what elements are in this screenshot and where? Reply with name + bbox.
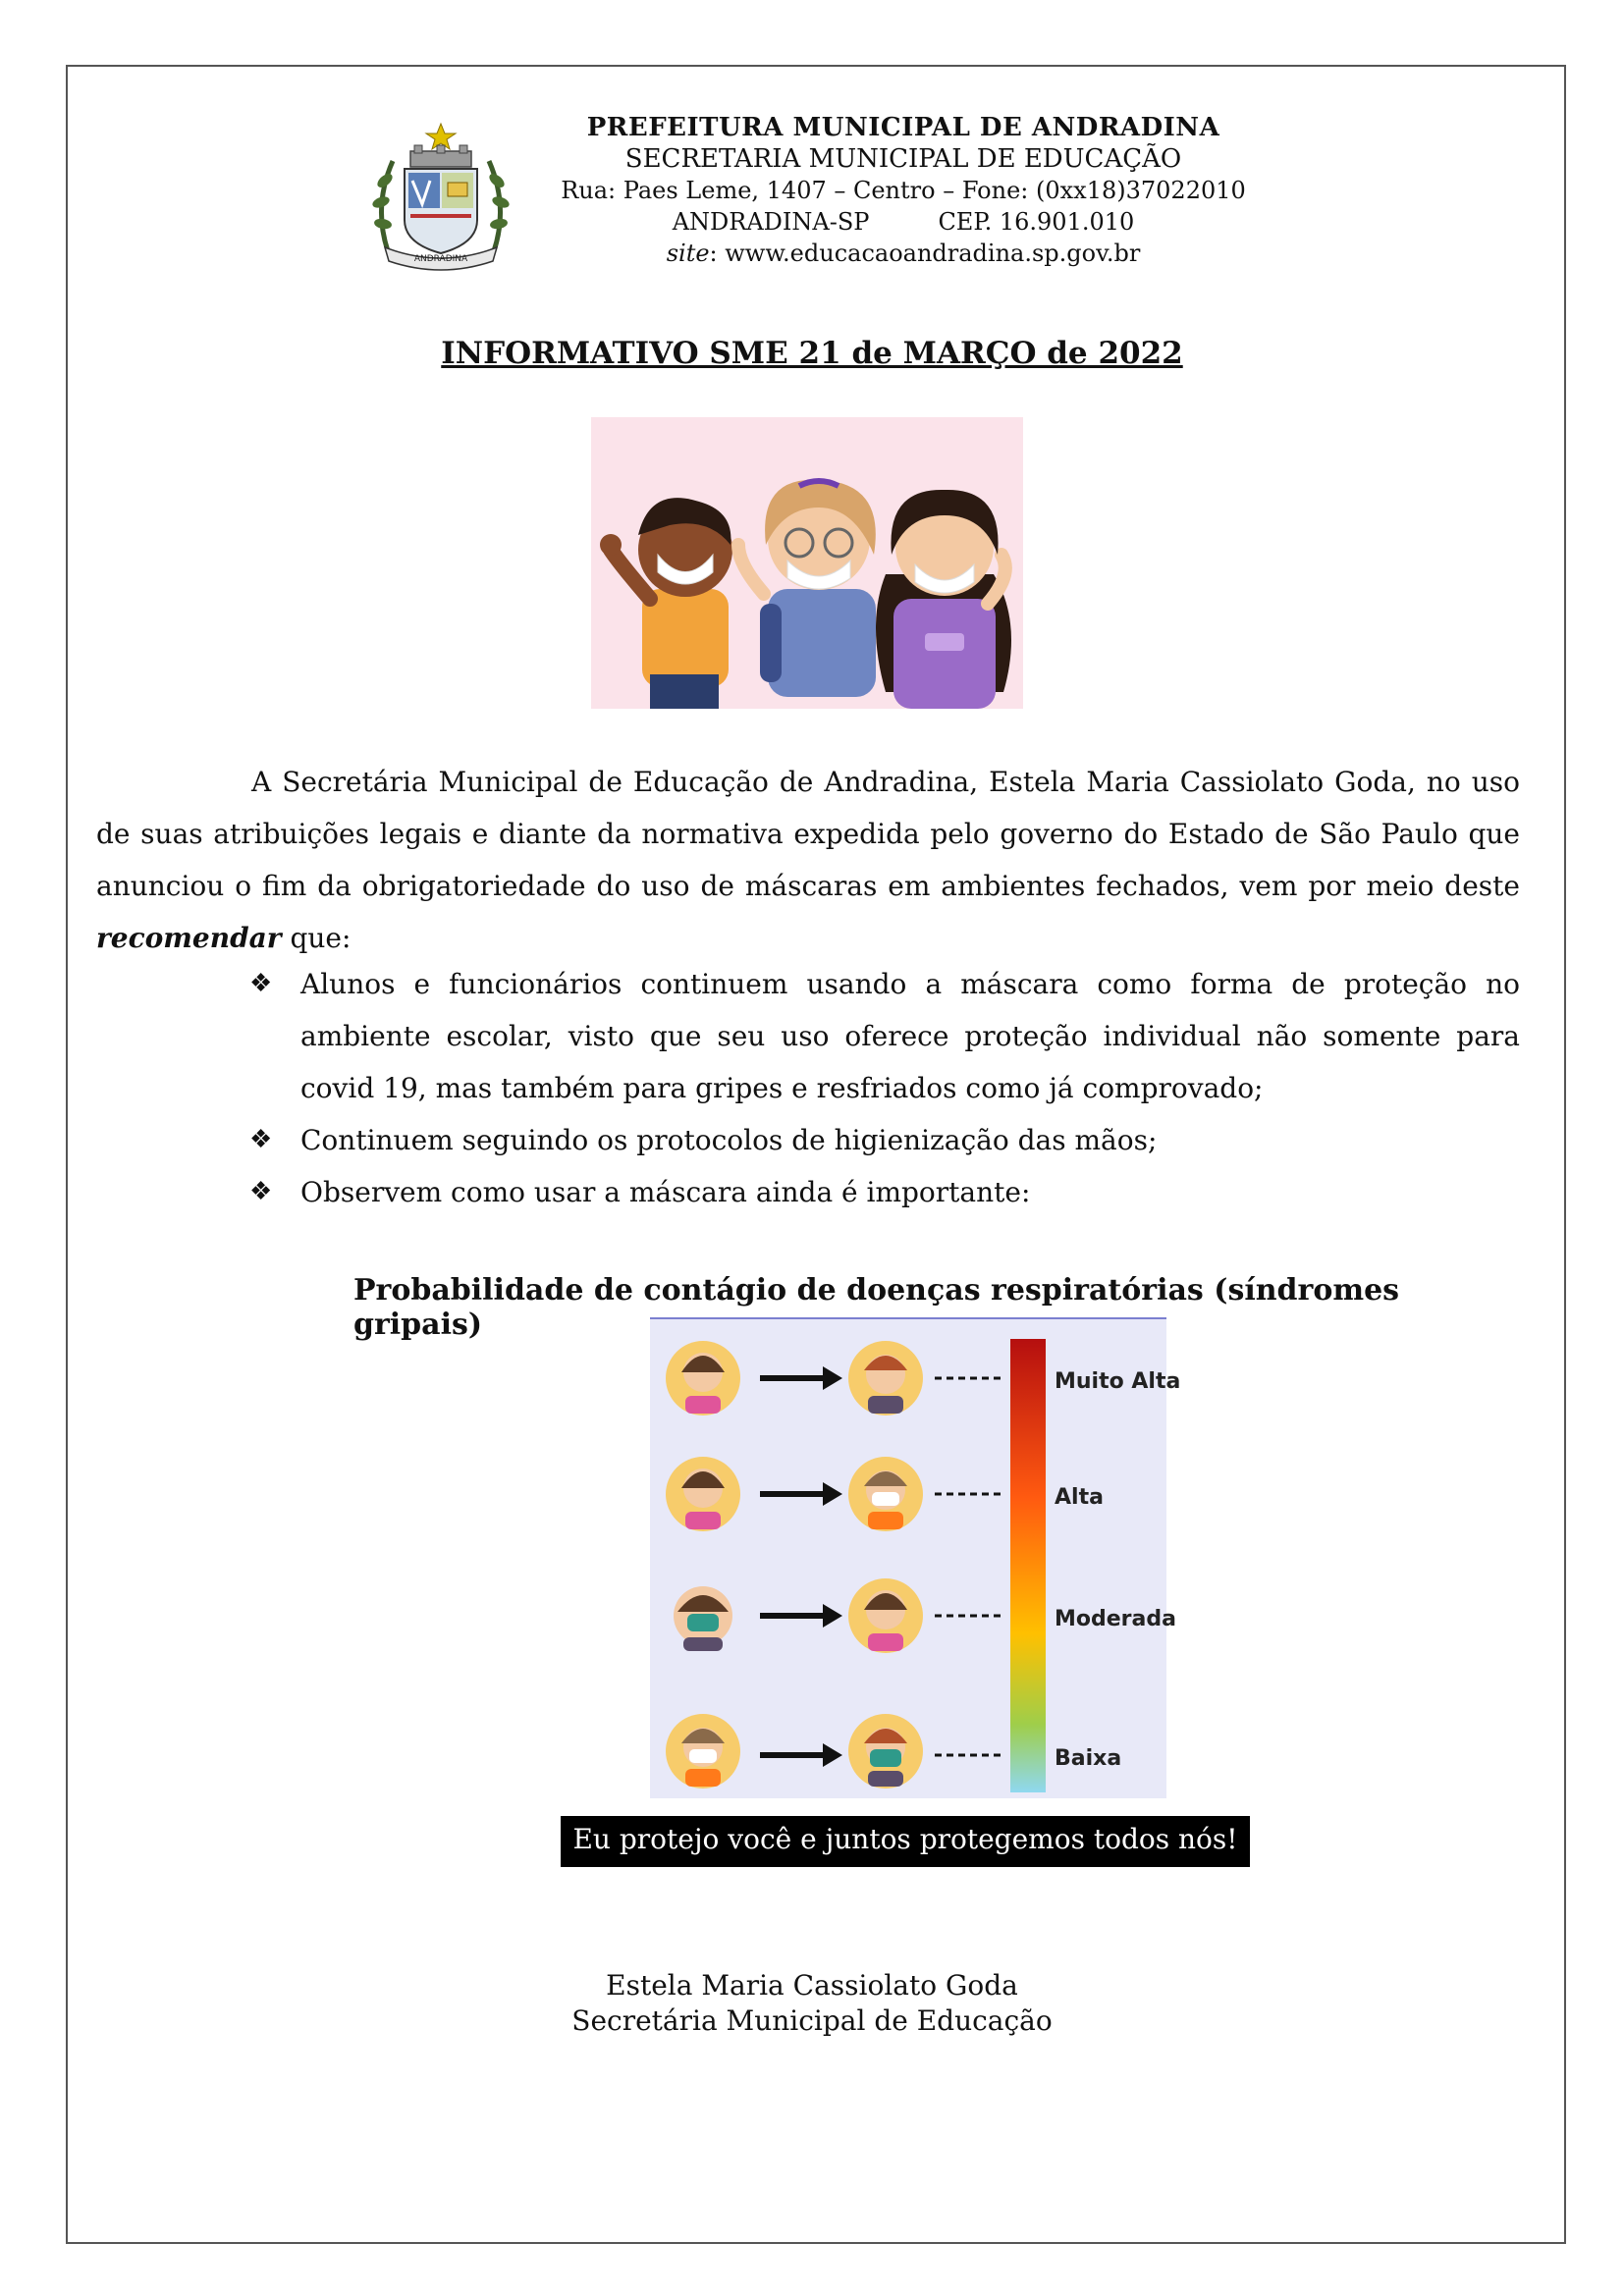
intro-paragraph <box>96 756 1520 964</box>
signature-block <box>0 1968 1624 2039</box>
city: ANDRADINA-SP <box>672 208 870 236</box>
list-item: ❖ Alunos e funcionários continuem usando a máscara como forma de proteção no ambiente escolar, visto que seu uso oferece proteção individual não somente para covid 19, mas também para gripes e resfriados como já comprovado; <box>249 958 1520 1114</box>
site-url[interactable]: : www.educacaoandradina.sp.gov.br <box>709 240 1141 267</box>
children-with-masks-illustration <box>591 417 1023 709</box>
risk-gradient-bar <box>1010 1339 1046 1792</box>
signer-role: Secretária Municipal de Educação <box>571 2004 1053 2037</box>
diamond-bullet-icon: ❖ <box>249 969 273 998</box>
contagion-probability-infographic <box>650 1317 1181 1798</box>
dept-name: SECRETARIA MUNICIPAL DE EDUCAÇÃO <box>624 144 1182 174</box>
slogan-banner: Eu protejo você e juntos protegemos todos nós! <box>561 1816 1250 1867</box>
recommendations-list <box>249 958 1520 1218</box>
cep: CEP. 16.901.010 <box>938 208 1135 236</box>
infographic-title: Probabilidade de contágio de doenças respiratórias (síndromes gripais) <box>353 1273 1400 1342</box>
page-title: INFORMATIVO SME 21 de MARÇO de 2022 <box>441 336 1183 371</box>
intro-text: A Secretária Municipal de Educação de Andradina, Estela Maria Cassiolato Goda, no uso de suas atribuições legais e diante da normativa expedida pelo governo do Estado de São Paulo que anunciou o fim da obrigatoriedade do uso de máscaras em ambientes fechados, vem por meio deste <box>96 766 1520 902</box>
site-label: site <box>666 240 710 267</box>
list-item: ❖ Observem como usar a máscara ainda é importante: <box>249 1166 1520 1218</box>
org-name: PREFEITURA MUNICIPAL DE ANDRADINA <box>586 113 1220 142</box>
level-label-muito-alta: Muito Alta <box>1055 1369 1181 1394</box>
logo-ribbon-text: ANDRADINA <box>413 254 468 264</box>
level-label-baixa: Baixa <box>1055 1746 1122 1771</box>
girl-icon <box>876 490 1011 709</box>
signer-name: Estela Maria Cassiolato Goda <box>606 1969 1018 2002</box>
level-label-alta: Alta <box>1055 1485 1104 1510</box>
level-label-moderada: Moderada <box>1055 1607 1176 1631</box>
address: Rua: Paes Leme, 1407 – Centro – Fone: (0xx18)37022010 <box>561 177 1246 204</box>
intro-text-end: que: <box>281 922 352 954</box>
intro-emphasis: recomendar <box>96 922 282 954</box>
diamond-bullet-icon: ❖ <box>249 1125 273 1154</box>
diamond-bullet-icon: ❖ <box>249 1177 273 1206</box>
list-item: ❖ Continuem seguindo os protocolos de higienização das mãos; <box>249 1114 1520 1166</box>
